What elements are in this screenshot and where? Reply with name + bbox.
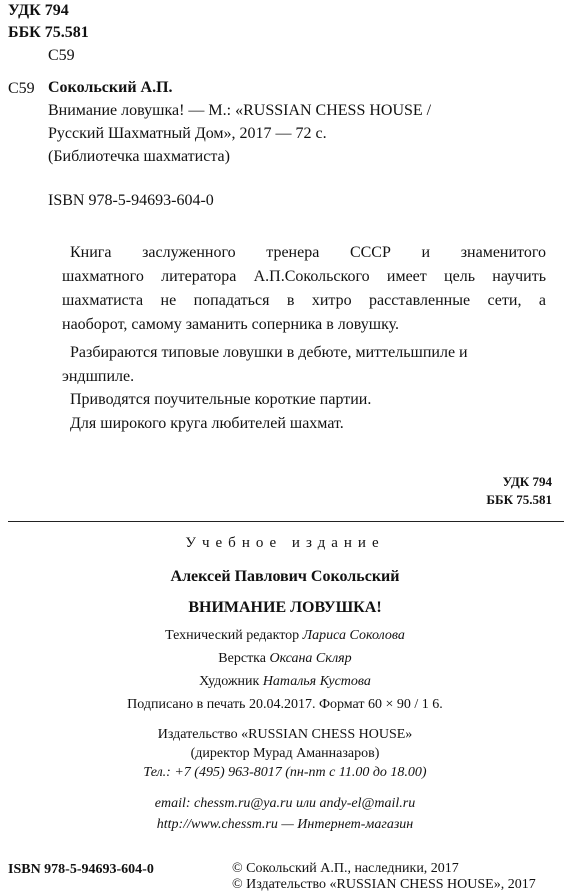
artist-line [0,673,570,691]
annotation-paragraph-4: Для широкого круга любителей шахмат. [70,415,344,432]
tech-editor-line [0,627,570,645]
annotation-line: Книга заслуженного тренера СССР и знаменитого [70,244,546,261]
annotation-paragraph-2 [62,341,546,389]
edition-type: Учебное издание [185,535,385,551]
annotation-paragraph-1 [62,241,546,337]
imprint-title: ВНИМАНИЕ ЛОВУШКА! [188,599,382,616]
udk-code-right: УДК 794 [502,474,552,489]
publisher-director: (директор Мурад Аманназаров) [190,746,380,761]
author-mark-top: С59 [48,47,75,64]
udk-code: УДК 794 [8,2,69,19]
bbk-code-right: ББК 75.581 [486,492,552,507]
record-isbn: ISBN 978-5-94693-604-0 [48,192,214,209]
layout-name: Оксана Скляр [269,651,352,666]
signed-for-print: Подписано в печать 20.04.2017. Формат 60 × 90 / 1 6. [127,697,443,712]
annotation-line: Разбираются типовые ловушки в дебюте, миттельшпиле и [70,344,468,361]
publisher-email: email: chessm.ru@ya.ru или andy-el@mail.ru [154,796,416,811]
tech-editor-label: Технический редактор [165,628,300,643]
annotation-line: шахматного литератора А.П.Сокольского имеет цель научить [62,268,546,285]
annotation-paragraph-3: Приводятся поучительные короткие партии. [70,391,372,408]
artist-label: Художник [199,674,260,689]
imprint-author: Алексей Павлович Сокольский [170,568,400,585]
footer-isbn: ISBN 978-5-94693-604-0 [8,862,154,877]
record-publisher-line: Русский Шахматный Дом», 2017 — 72 с. [48,125,327,142]
copyright-publisher: © Издательство «RUSSIAN CHESS HOUSE», 2017 [232,877,536,892]
record-series: (Библиотечка шахматиста) [48,148,230,165]
separator-rule [8,521,564,522]
annotation-line: эндшпиле. [62,368,135,385]
tech-editor-name: Лариса Соколова [302,628,405,643]
layout-line [0,650,570,668]
publisher-name: Издательство «RUSSIAN CHESS HOUSE» [157,727,413,742]
annotation-line: наоборот, самому заманить соперника в ловушку. [62,316,400,333]
publisher-phone: Тел.: +7 (495) 963-8017 (пн-пт с 11.00 до 18.00) [143,765,427,780]
annotation-line: шахматиста не попадаться в хитро расставленные сети, а [62,292,546,309]
artist-name: Наталья Кустова [262,674,371,689]
copyright-author: © Сокольский А.П., наследники, 2017 [232,861,459,876]
record-title-line: Внимание ловушка! — М.: «RUSSIAN CHESS HOUSE / [48,102,432,119]
bbk-code: ББК 75.581 [8,24,89,41]
layout-label: Верстка [218,651,266,666]
record-author: Сокольский А.П. [48,79,173,96]
publisher-website: http://www.chessm.ru — Интернет-магазин [156,817,414,832]
author-mark-margin: С59 [8,80,35,97]
